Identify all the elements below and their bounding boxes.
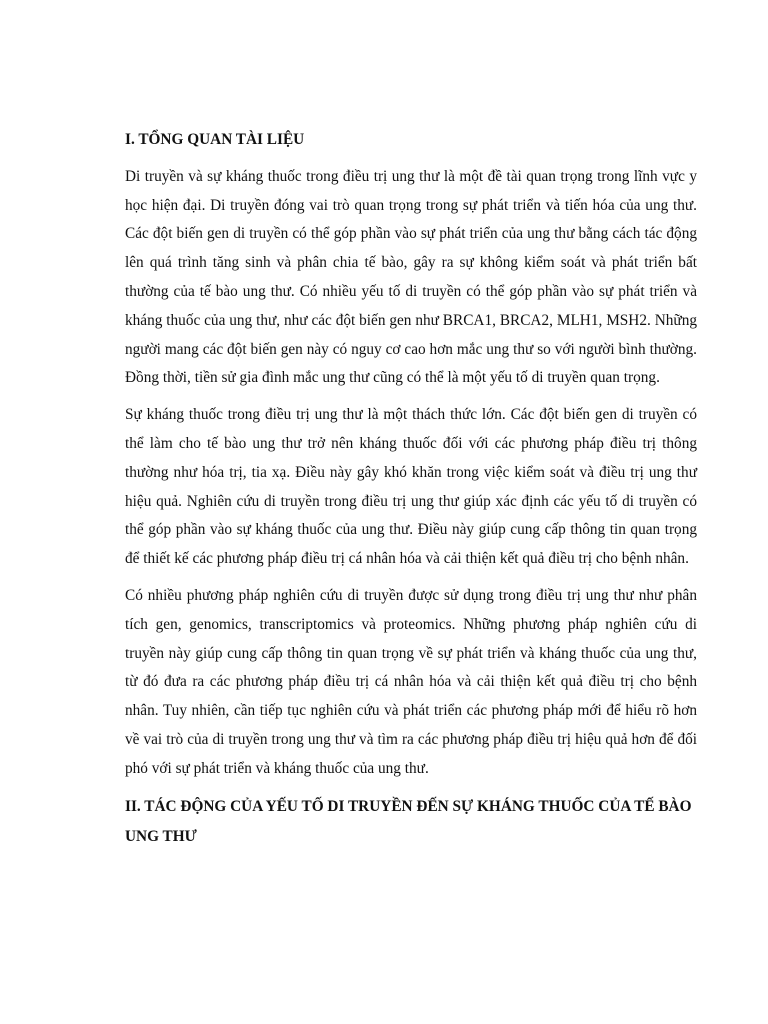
section-1-heading: I. TỔNG QUAN TÀI LIỆU xyxy=(125,131,305,148)
document-body xyxy=(125,126,697,852)
section-2-heading: II. TÁC ĐỘNG CỦA YẾU TỐ DI TRUYỀN ĐẾN SỰ KHÁNG THUỐC CỦA TẾ BÀO UNG THƯ xyxy=(125,797,692,845)
paragraph-1: Di truyền và sự kháng thuốc trong điều trị ung thư là một đề tài quan trọng trong lĩnh vực y học hiện đại. Di truyền đóng vai trò quan trọng trong sự phát triển và tiến hóa của ung thư. Các đột biến gen di truyền có thể góp phần vào sự phát triển của ung thư bằng cách tác động lên quá trình tăng sinh và phân chia tế bào, gây ra sự không kiểm soát và phát triển bất thường của tế bào ung thư. Có nhiều yếu tố di truyền có thể góp phần vào sự phát triển và kháng thuốc của ung thư, như các đột biến gen như BRCA1, BRCA2, MLH1, MSH2. Những người mang các đột biến gen này có nguy cơ cao hơn mắc ung thư so với người bình thường. Đồng thời, tiền sử gia đình mắc ung thư cũng có thể là một yếu tố di truyền quan trọng. xyxy=(125,167,697,387)
paragraph-3: Có nhiều phương pháp nghiên cứu di truyền được sử dụng trong điều trị ung thư như phân tích gen, genomics, transcriptomics và proteomics. Những phương pháp nghiên cứu di truyền này giúp cung cấp thông tin quan trọng về sự phát triển và kháng thuốc của ung thư, từ đó đưa ra các phương pháp điều trị cá nhân hóa và cải thiện kết quả điều trị cho bệnh nhân. Tuy nhiên, cần tiếp tục nghiên cứu và phát triển các phương pháp mới để hiểu rõ hơn về vai trò của di truyền trong ung thư và tìm ra các phương pháp điều trị hiệu quả hơn để đối phó với sự phát triển và kháng thuốc của ung thư. xyxy=(125,586,697,777)
paragraph-2: Sự kháng thuốc trong điều trị ung thư là một thách thức lớn. Các đột biến gen di truyền có thể làm cho tế bào ung thư trở nên kháng thuốc đối với các phương pháp điều trị thông thường như hóa trị, tia xạ. Điều này gây khó khăn trong việc kiểm soát và điều trị ung thư hiệu quả. Nghiên cứu di truyền trong điều trị ung thư giúp xác định các yếu tố di truyền có thể góp phần vào sự kháng thuốc của ung thư. Điều này giúp cung cấp thông tin quan trọng để thiết kế các phương pháp điều trị cá nhân hóa và cải thiện kết quả điều trị cho bệnh nhân. xyxy=(125,406,697,568)
